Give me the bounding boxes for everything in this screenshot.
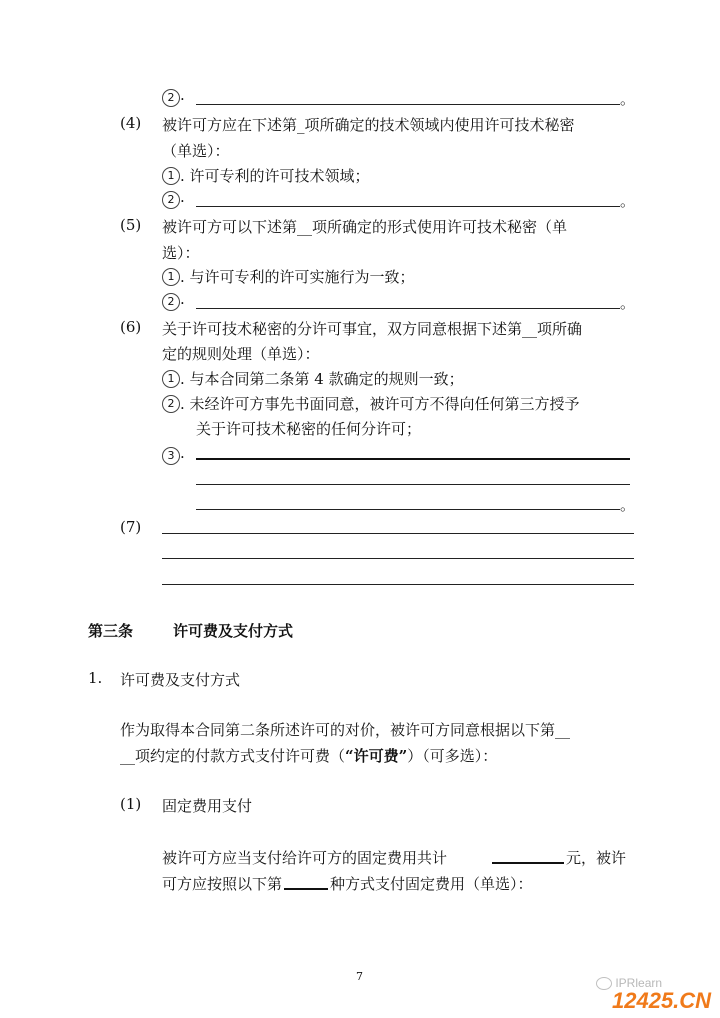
watermark-text: 12425.CN — [612, 988, 712, 1013]
wechat-icon — [596, 977, 612, 990]
paragraph-text: ）（可多选）： — [407, 747, 498, 765]
item-number: (5) — [120, 216, 142, 234]
period: 。 — [620, 294, 636, 312]
fill-in-blank — [196, 104, 620, 105]
item-text: 关于许可技术秘密的分许可事宜，双方同意根据下述第__项所确 — [162, 320, 583, 338]
option-dot: . — [180, 444, 185, 462]
site-watermark-logo — [612, 988, 711, 1014]
option-number-circle: 1 — [162, 268, 180, 286]
option-number-circle: 2 — [162, 191, 180, 209]
page-number: 7 — [356, 970, 363, 983]
paragraph-text: 种方式支付固定费用（单选）： — [330, 875, 533, 893]
item-text: 定的规则处理（单选）： — [162, 345, 320, 363]
paragraph-text: __项约定的付款方式支付许可费（ — [120, 747, 346, 765]
section-title: 许可费及支付方式 — [120, 671, 241, 689]
paragraph-text: 可方应按照以下第 — [162, 875, 283, 893]
option-number-circle: 1 — [162, 370, 180, 388]
option-dot: . — [180, 290, 185, 308]
option-text: . 与许可专利的许可实施行为一致； — [180, 268, 415, 286]
item-text: （单选）： — [162, 142, 230, 160]
item-number: (7) — [120, 518, 142, 536]
period: 。 — [620, 496, 636, 514]
fill-in-blank — [196, 458, 630, 460]
option-dot: . — [180, 188, 185, 206]
item-text: 选）： — [162, 244, 200, 262]
option-text: . 未经许可方事先书面同意，被许可方不得向任何第三方授予 — [180, 395, 580, 413]
option-dot: . — [180, 86, 185, 104]
paragraph-text: 元，被许 — [566, 849, 627, 867]
fill-in-blank — [162, 584, 634, 585]
fill-in-blank — [162, 558, 634, 559]
fill-in-blank — [196, 484, 630, 485]
option-number-circle: 2 — [162, 89, 180, 107]
fill-in-blank — [196, 206, 620, 207]
option-number-circle: 1 — [162, 167, 180, 185]
item-number: (4) — [120, 114, 142, 132]
item-text: 被许可方应在下述第_项所确定的技术领域内使用许可技术秘密 — [162, 116, 575, 134]
wechat-account-text: IPRlearn — [615, 976, 663, 990]
fill-in-blank — [162, 533, 634, 534]
paragraph-text: 被许可方应当支付给许可方的固定费用共计 — [162, 849, 448, 867]
article-title: 许可费及支付方式 — [173, 622, 294, 640]
option-text: 关于许可技术秘密的任何分许可； — [196, 420, 422, 438]
option-number-circle: 2 — [162, 395, 180, 413]
fill-in-blank — [492, 862, 564, 864]
article-label: 第三条 — [88, 622, 134, 640]
option-text: . 与本合同第二条第 4 款确定的规则一致； — [180, 370, 464, 388]
period: 。 — [620, 90, 636, 108]
paragraph-line — [120, 745, 497, 766]
fill-in-blank — [284, 888, 328, 890]
item-number: (6) — [120, 318, 142, 336]
subsection-number: (1) — [120, 795, 142, 813]
option-number-circle: 3 — [162, 447, 180, 465]
option-text: . 许可专利的许可技术领域； — [180, 167, 370, 185]
period: 。 — [620, 192, 636, 210]
subsection-title: 固定费用支付 — [162, 797, 253, 815]
paragraph-line: 作为取得本合同第二条所述许可的对价，被许可方同意根据以下第__ — [120, 721, 571, 739]
fill-in-blank — [196, 509, 620, 510]
option-number-circle: 2 — [162, 293, 180, 311]
item-text: 被许可方可以下述第__项所确定的形式使用许可技术秘密（单 — [162, 218, 568, 236]
fill-in-blank — [196, 308, 620, 309]
defined-term: “许可费” — [345, 747, 408, 765]
section-number: 1. — [88, 669, 103, 687]
